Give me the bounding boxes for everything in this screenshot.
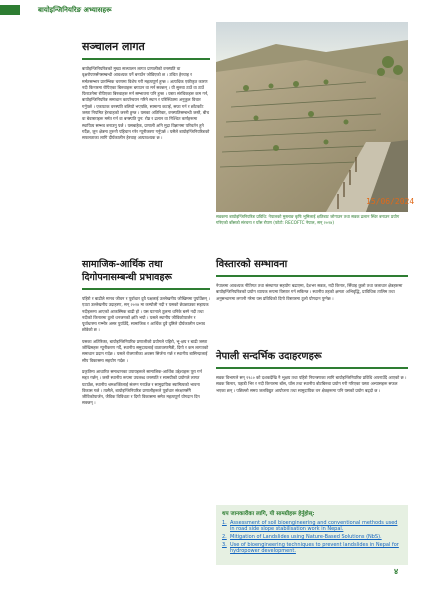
resource-number: 2. [222,533,227,540]
photo-caption: सडकमा बायोइन्जिनियरिङ प्रविधि: नेपालको मुस्लाङ कृषि भूमिलाई क्षतिबाट जोगाउन तथा सडक ढलान स्थिर बनाउन प्रयोग गरिएको बाँसको संरचना र घाँस रोपण (फोटो: RECOFTC नेपाल, सन् २०२४) [216,214,400,225]
photo-illustration [216,22,415,212]
resources-title: थप जानकारीका लागि, यी सामग्रीहरू हेर्नुहोस्: [222,511,315,517]
paragraph: नेपालमा आवश्यक नीतिगत तथा संस्थागत सहयोग बढाएमा, देशभर सडक, नदी किनार, सिँचाइ कुलो तथा जलाधार क्षेत्रहरूमा बायोइन्जिनियरिङको प्रयोग व्यापक रूपमा विस्तार गर्न सकिन्छ । स्थानीय तहको क्षमता अभिवृद्धि, प्राविधिक तालिम तथा अनुसन्धानमा लगानी गरेमा यस प्रविधिको दिगो विस्तारमा ठूलो योगदान पुग्नेछ । [216,283,403,301]
section-title-socio-line2: दिगोपनासम्बन्धी प्रभावहरू [82,272,172,283]
section-nepal-examples [216,350,408,394]
section-rule [82,288,210,290]
resource-number: 1. [222,520,227,526]
header-title: बायोइन्जिनियरिङ अभ्यासहरू [38,6,112,14]
photo-date-stamp: 15/06/2024 [366,197,415,206]
resources-box [216,505,408,565]
section-rule [216,367,408,369]
section-socio-economic [82,258,210,407]
paragraph: यसका अतिरिक्त, बायोइन्जिनियरिङ प्रणालीको प्रयोगले पहिरो, भू-क्षय र बाढी जस्ता जोखिमहरू न्यूनीकरण गर्दै, स्थानीय समुदायलाई वातावरणमैत्री, दिगो र कम लागतको समाधान प्रदान गर्दछ । यसले रोजगारीका अवसर सिर्जना गर्छ र स्थानीय बासिन्दालाई सीप विकासमा सहयोग गर्दछ । [82,338,209,363]
resources-list [222,520,402,554]
section-rule [82,58,210,60]
resource-link[interactable] [222,542,402,554]
paragraph: पहिरो र बाढीले मानव जीवन र पूर्वाधार दुवै पक्षलाई उल्लेखनीय जोखिममा पुर्याउँछन् । एउटा उल्लेखनीय उदाहरण, सन् २०२४ मा कम्पोली नदी र यसको छेउछाउका सहायक नदीहरूमा आएको आकस्मिक बाढी हो । यस घटनाले ठूलमा धनिके बस्ने नदी तथा नदीको किनारमा ठूलो धनजनको क्षति भयो । यसले स्थानीय जीविकोपार्जन र पूर्वाधारमा गम्भीर असर पुर्याउँदै, सामाजिक र आर्थिक दुवै दृष्टिले दीर्घकालीन प्रभाव छोडेको छ । [82,296,210,333]
header-accent-band [0,5,20,15]
paragraph: सडक विभागले सन् १९८० को दशकदेखि नै भूक्षय तथा पहिरो नियन्त्रणका लागि बायोइन्जिनियरिङ प्रविधि अपनाउँदै आएको छ । सडक किनार, पहाडी भिर र नदी किनारमा बाँस, घाँस तथा स्थानीय बोटबिरुवा प्रयोग गरी गरिएका यस्ता अभ्यासहरू सफल भएका छन् । पछिल्लो समय जलविद्युत आयोजना तथा सामुदायिक वन क्षेत्रहरूमा पनि यसको प्रयोग बढ्दो छ । [216,375,407,393]
page-number: ४ [394,567,399,576]
resource-link[interactable] [222,520,402,532]
section-operating-cost [82,40,210,142]
paragraph: प्रकृतिमा आधारित समाधानका उपायहरूले सामाजिक-आर्थिक उद्देश्यहरू पूरा गर्न मद्दत गर्छन् । जस्तै स्थानीय रूपमा उपलब्ध वनस्पति र सामग्रीको प्रयोगले लागत घटाउँछ, स्थानीय श्रमशक्तिलाई संलग्न गराउँछ र सामुदायिक स्वामित्वको भावना विकास गर्छ । त्यसैले, बायोइन्जिनियरिङ प्रणालीहरूले पूर्वाधार संरक्षणसँगै जीविकोपार्जन, जैविक विविधता र दिगो विकासमा समेत महत्वपूर्ण योगदान दिन सक्छन् । [82,368,202,406]
resource-number: 3. [222,541,227,548]
paragraph: बायोइन्जिनियरिङको मुख्य सञ्चालन लागत प्रणालीको वनस्पति वा वृक्षरोपणसँगसम्बन्धी आवश्यक पर्ने बनाउँन जोडिएको छ । उचित हेरचाह र मर्मतसम्भार प्रारम्भिक चरणमा विशेष गरी महत्वपूर्ण हुन्छ । अत्यधिक एकीकृत कारण नदी किनारमा रोपिएका बिरुवाहरू बगाउन वा मर्न सक्छन् । यी सुरुवा ठाउँ वा ठाउँ फिराउनेमा रोपिएका बिरुवाहरू मर्न सम्भावना पनि हुन्छ । यस्ता संरचिकहरू कम गर्न, बायोइन्जिनियरिङ समाधान कार्यान्वयन गरिने स्थान र परिस्थितमा अनुकूल विचार गर्नुपर्छ । एकपटक वनस्पति बलियो भएपछि, सामान्य कटाई, सफा गर्न र छाँटकाँट जस्ता नियमित हेरचाहको जरुरी हुन्छ । यसका अतिरिक्त, वनस्पतिसम्बन्धी जस्तै, बीच वा बेवास्ताहरू मर्मत गर्न वा बनस्पति पुन: रोप्न र ढलान वा निश्चित कर्णहरूमा स्थायित्व सम्भव बनाउनु पर्छ । यसबाहेक, प्रणाली अनि मुद्रा विज्ञानमा परिवर्तन हुने गर्दैछ, जुन क्षेत्रमा तुरुन्तै पहिचान गरेर न्यूनीकरण गर्नुपर्छ । यसैले बायोइन्जिनियरिङको सफलताका लागि दीर्घकालीन हेरचाह अत्यावश्यक छ । [82,66,210,141]
section-title-operating-cost: सञ्चालन लागत [82,40,145,53]
resource-link-text[interactable]: Assessment of soil bioengineering and conventional methods used in road side slope stabilisation work in Nepal. [230,520,398,533]
resource-link[interactable] [222,534,402,540]
resource-link-text[interactable]: Mitigation of Landslides using Nature-Based Solutions (NbS). [230,533,382,540]
section-title-expansion: विस्तारको सम्भावना [216,259,288,270]
resource-link-text[interactable]: Use of bioengineering techniques to prevent landslides in Nepal for hydropower development. [230,541,399,554]
section-title-socio-line1: सामाजिक-आर्थिक तथा [82,259,163,270]
roadside-bioengineering-photo [216,22,415,212]
page-header [0,0,424,20]
section-title-nepal-examples: नेपाली सन्दर्भिक उदाहरणहरू [216,351,322,362]
section-rule [216,275,408,277]
section-expansion [216,258,408,302]
